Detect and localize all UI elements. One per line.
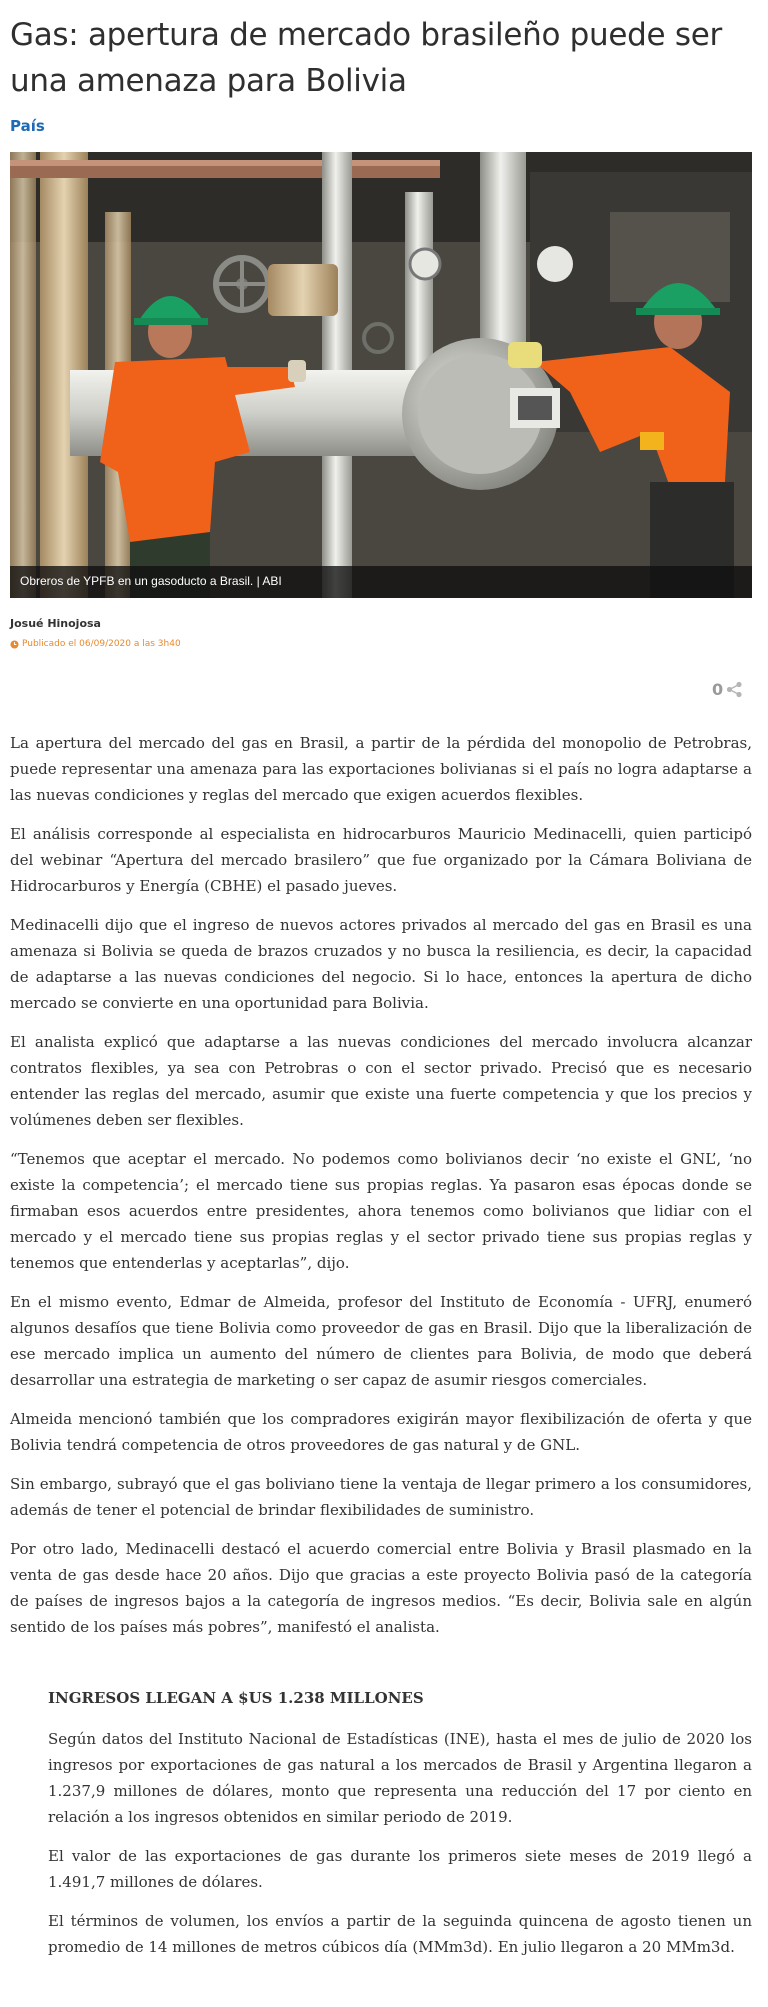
article-paragraph: El analista explicó que adaptarse a las nuevas condiciones del mercado involucra alcanzar contratos flexibles, ya sea con Petrobras o con el sector privado. Precisó que es necesario entender las reglas del mercado, asumir que existe una fuerte competencia y que los precios y volúmenes deben ser flexibles. — [10, 1033, 752, 1129]
article-paragraph: El análisis corresponde al especialista en hidrocarburos Mauricio Medinacelli, quien participó del webinar “Apertura del mercado brasilero” que fue organizado por la Cámara Boliviana de Hidrocarburos y Energía (CBHE) el pasado jueves. — [10, 825, 752, 895]
article-photo — [10, 152, 752, 598]
publish-date: Publicado el 06/09/2020 a las 3h40 — [22, 639, 181, 649]
article-paragraph: Almeida mencionó también que los compradores exigirán mayor flexibilización de oferta y que Bolivia tendrá competencia de otros proveedores de gas natural y de GNL. — [10, 1410, 752, 1454]
article-paragraph: “Tenemos que aceptar el mercado. No podemos como bolivianos decir ‘no existe el GNL’, ‘no existe la competencia’; el mercado tiene sus propias reglas. Ya pasaron esas épocas donde se firmaban esos acuerdos entre presidentes, ahora tenemos como bolivianos que lidiar con el mercado y el mercado tiene sus propias reglas y el sector privado tiene sus propias reglas y tenemos que entenderlas y aceptarlas”, dijo. — [10, 1150, 752, 1272]
article-paragraph: Medinacelli dijo que el ingreso de nuevos actores privados al mercado del gas en Brasil es una amenaza si Bolivia se queda de brazos cruzados y no busca la resiliencia, es decir, la capacidad de adaptarse a las nuevas condiciones del negocio. Si lo hace, entonces la apertura de dicho mercado se convierte en una oportunidad para Bolivia. — [10, 916, 752, 1012]
article-body — [10, 730, 752, 1653]
income-box-paragraph: El valor de las exportaciones de gas durante los primeros siete meses de 2019 llegó a 1.491,7 millones de dólares. — [48, 1847, 752, 1891]
income-box-paragraph: Según datos del Instituto Nacional de Estadísticas (INE), hasta el mes de julio de 2020 los ingresos por exportaciones de gas natural a los mercados de Brasil y Argentina llegaron a 1.237,9 millones de dólares, monto que representa una reducción del 17 por ciento en relación a los ingresos obtenidos en similar periodo de 2019. — [48, 1730, 752, 1826]
article-paragraph: En el mismo evento, Edmar de Almeida, profesor del Instituto de Economía - UFRJ, enumeró algunos desafíos que tiene Bolivia como proveedor de gas en Brasil. Dijo que la liberalización de ese mercado implica un aumento del número de clientes para Bolivia, de modo que deberá desarrollar una estrategia de marketing o ser capaz de asumir riesgos comerciales. — [10, 1293, 752, 1389]
share-count: 0 — [712, 680, 724, 699]
publish-date-row — [10, 639, 181, 649]
article-paragraph: Sin embargo, subrayó que el gas boliviano tiene la ventaja de llegar primero a los consumidores, además de tener el potencial de brindar flexibilidades de suministro. — [10, 1475, 752, 1519]
article-paragraph: La apertura del mercado del gas en Brasil, a partir de la pérdida del monopolio de Petrobras, puede representar una amenaza para las exportaciones bolivianas si el país no logra adaptarse a las nuevas condiciones y reglas del mercado que exigen acuerdos flexibles. — [10, 734, 752, 804]
photo-caption-bar — [10, 566, 752, 598]
article-headline: Gas: apertura de mercado brasileño puede ser una amenaza para Bolivia — [10, 17, 722, 99]
section-link-pais[interactable]: País — [10, 117, 45, 135]
clock-icon — [10, 640, 19, 649]
income-box-heading: INGRESOS LLEGAN A $US 1.238 MILLONES — [48, 1689, 424, 1707]
share-button[interactable] — [712, 680, 743, 699]
author-name[interactable]: Josué Hinojosa — [10, 617, 101, 630]
share-icon — [726, 681, 743, 698]
gas-pipeline-illustration — [10, 152, 752, 598]
article-paragraph: Por otro lado, Medinacelli destacó el acuerdo comercial entre Bolivia y Brasil plasmado en la venta de gas desde hace 20 años. Dijo que gracias a este proyecto Bolivia pasó de la categoría de países de ingresos bajos a la categoría de ingresos medios. “Es decir, Bolivia sale en algún sentido de los países más pobres”, manifestó el analista. — [10, 1540, 752, 1636]
income-box — [48, 1685, 752, 1973]
income-box-paragraph: El términos de volumen, los envíos a partir de la seguinda quincena de agosto tienen un promedio de 14 millones de metros cúbicos día (MMm3d). En julio llegaron a 20 MMm3d. — [48, 1912, 752, 1956]
photo-caption: Obreros de YPFB en un gasoducto a Brasil. | ABI — [20, 574, 282, 588]
